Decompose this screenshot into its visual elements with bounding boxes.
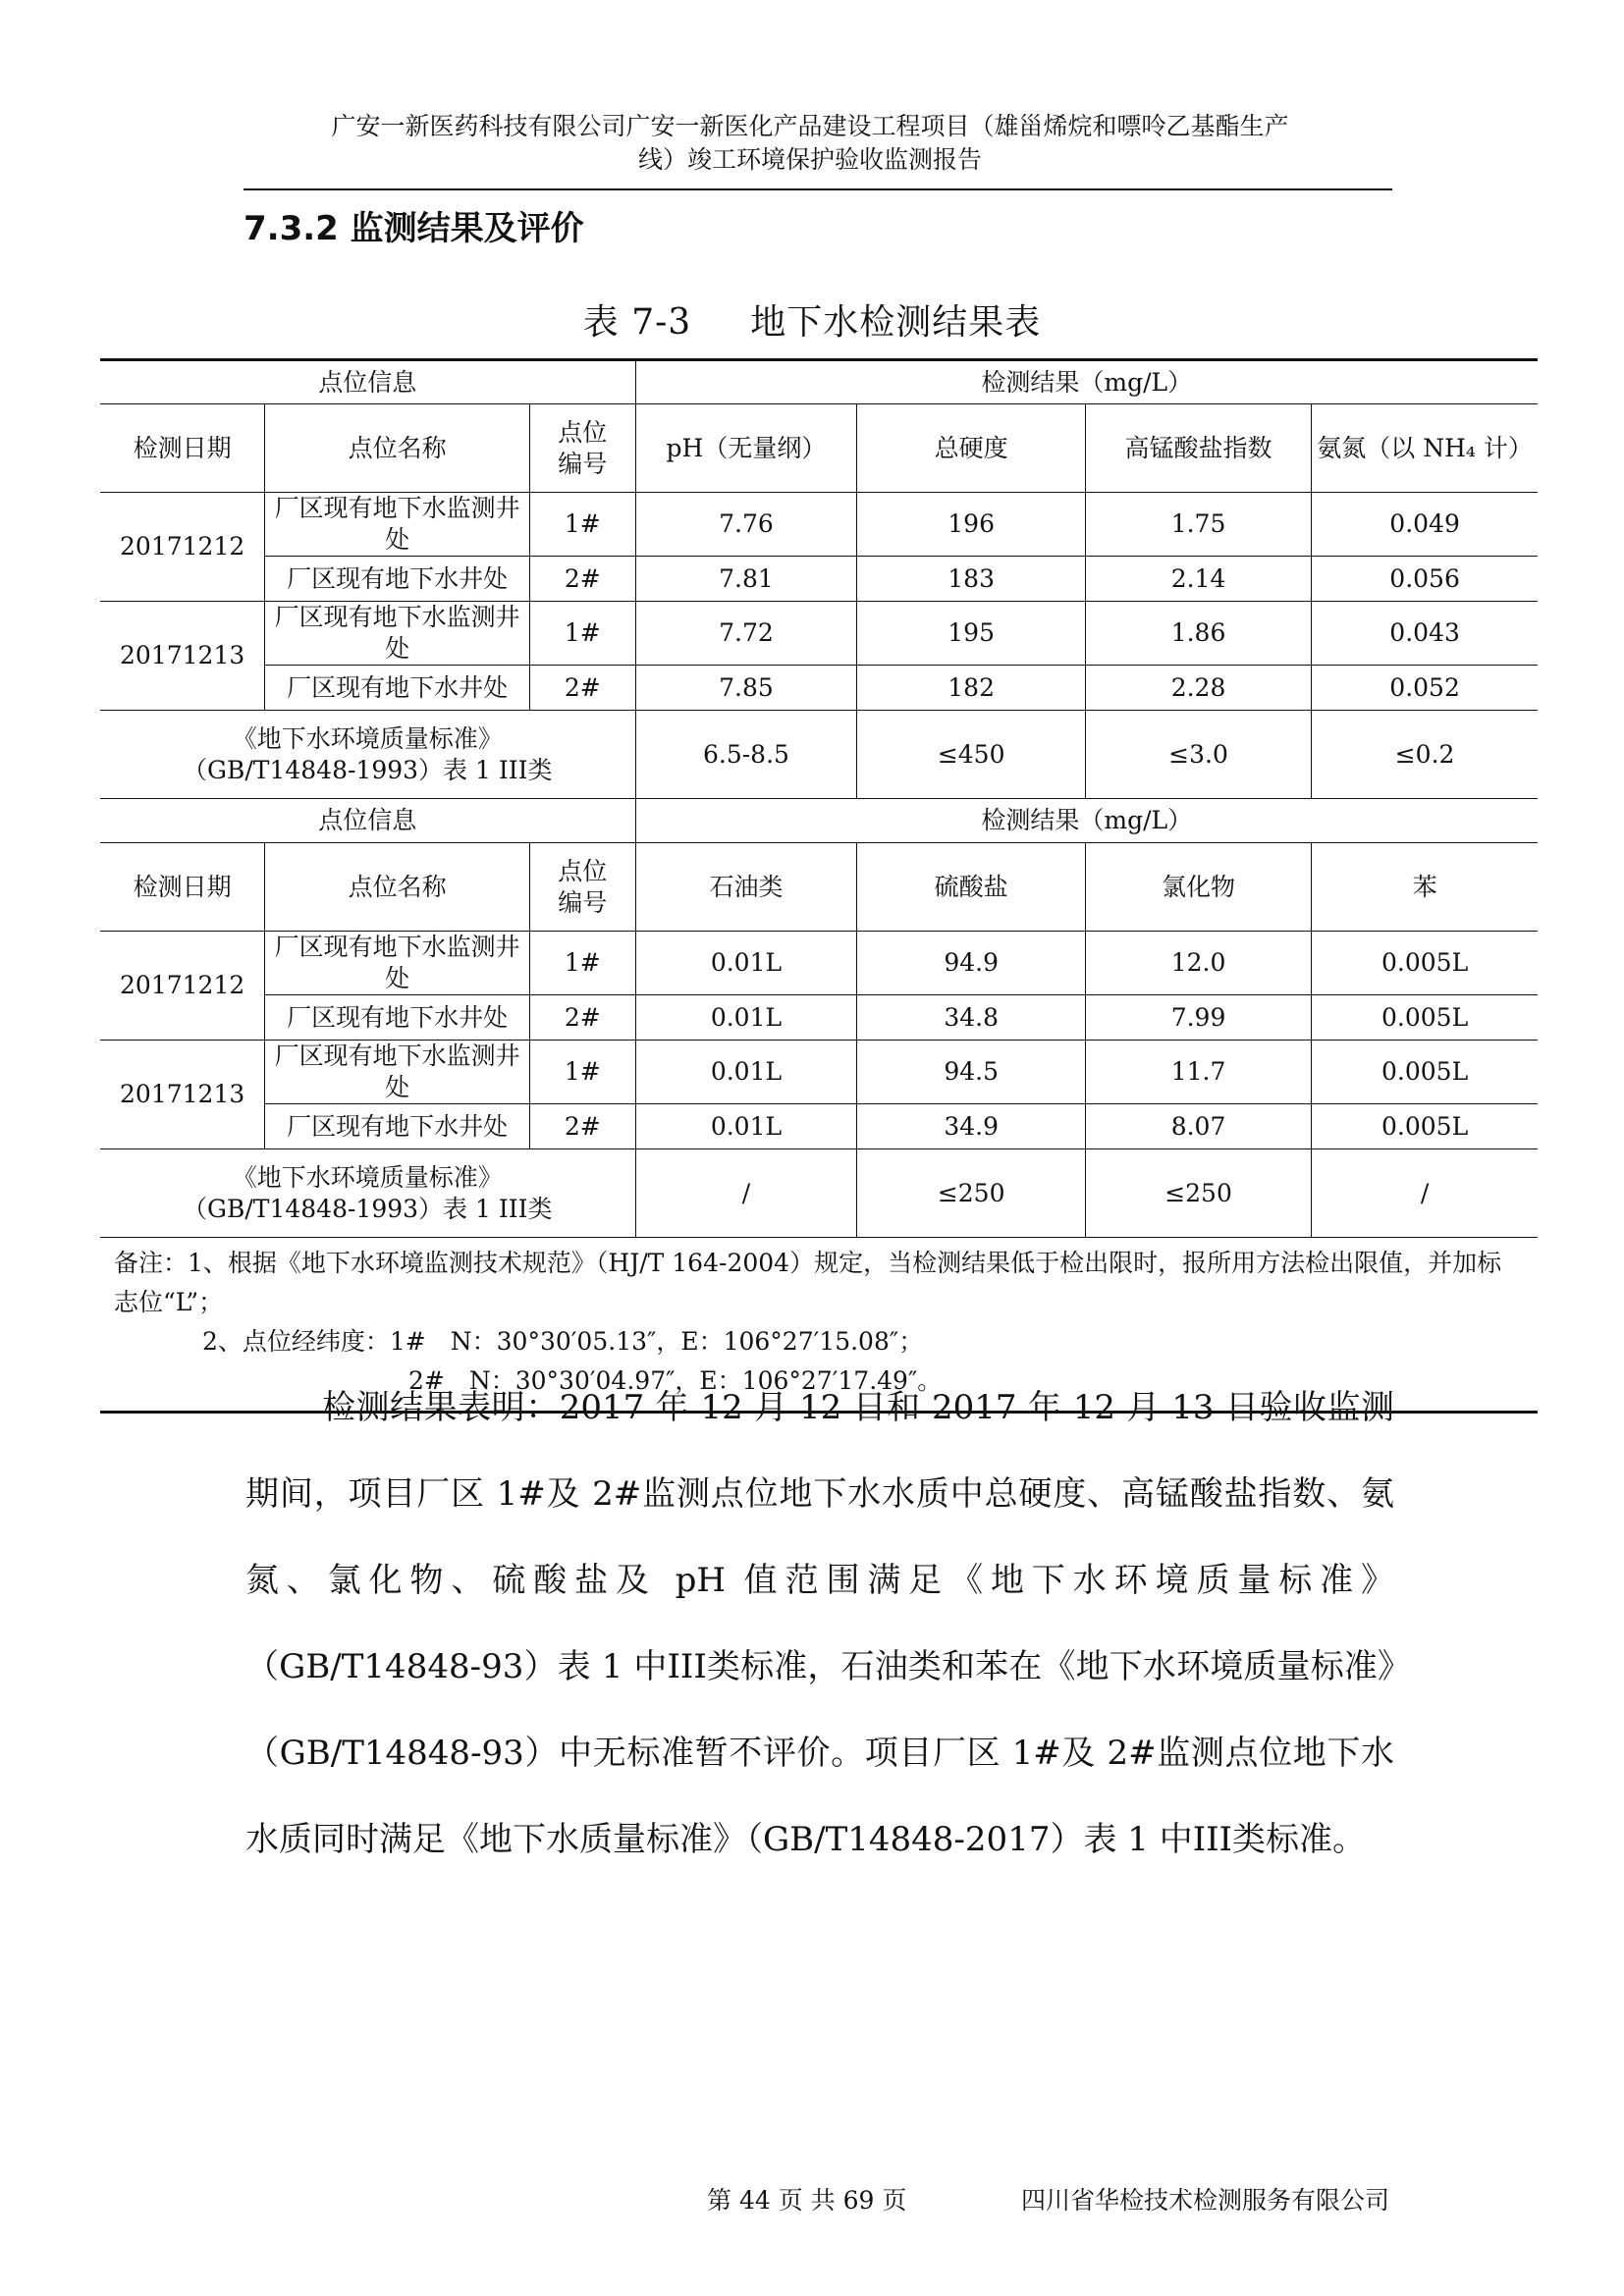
table-cell: ≤450 <box>857 711 1085 799</box>
block1-standard-label: 《地下水环境质量标准》（GB/T14848-1993）表 1 III类 <box>100 711 635 799</box>
block2-row-no: 1# <box>530 932 635 995</box>
block1-row-date: 20171213 <box>100 602 265 711</box>
table-cell: / <box>1312 1149 1538 1238</box>
table-caption-number: 表 7-3 <box>582 302 692 343</box>
block1-param-hardness: 总硬度 <box>857 404 1085 493</box>
block2-row-date: 20171213 <box>100 1041 265 1149</box>
block1-group-right: 检测结果（mg/L） <box>635 360 1538 404</box>
table-cell: 195 <box>857 602 1085 666</box>
table-cell: 0.01L <box>635 1104 857 1149</box>
header-line-2: 线）竣工环境保护验收监测报告 <box>637 145 982 174</box>
table-cell: 7.72 <box>635 602 857 666</box>
block2-row-no: 2# <box>530 1104 635 1149</box>
block1-row-name: 厂区现有地下水监测井处 <box>265 493 530 557</box>
table-row <box>100 666 1538 711</box>
table-row <box>100 557 1538 602</box>
block1-standard-row <box>100 711 1538 799</box>
table-row <box>100 602 1538 666</box>
table-cell: ≤250 <box>1085 1149 1311 1238</box>
table-row <box>100 493 1538 557</box>
block1-row-name: 厂区现有地下水井处 <box>265 557 530 602</box>
block1-col-date: 检测日期 <box>100 404 265 493</box>
table-cell: 0.005L <box>1312 1104 1538 1149</box>
conclusion-paragraph: 检测结果表明：2017 年 12 月 12 日和 2017 年 12 月 13 日验收监测期间，项目厂区 1#及 2#监测点位地下水水质中总硬度、高锰酸盐指数、氨氮、氯化物、硫酸盐及 pH 值范围满足《地下水环境质量标准》（GB/T14848-93）表 1 中III类标准，石油类和苯在《地下水环境质量标准》（GB/T14848-93）中无标准暂不评价。项目厂区 1#及 2#监测点位地下水水质同时满足《地下水质量标准》（GB/T14848-2017）表 1 中III类标准。 <box>245 1388 1394 1859</box>
table-row <box>100 932 1538 995</box>
document-header <box>226 110 1394 177</box>
block1-col-no <box>530 404 635 493</box>
table-caption-title: 地下水检测结果表 <box>750 302 1042 343</box>
table-cell: 0.049 <box>1312 493 1538 557</box>
table-cell: 0.01L <box>635 1041 857 1104</box>
table-cell: 0.005L <box>1312 932 1538 995</box>
block2-row-name: 厂区现有地下水井处 <box>265 1104 530 1149</box>
note-line-3: 2# N：30°30′04.97″，E：106°27′17.49″。 <box>408 1366 943 1395</box>
block1-row-date: 20171212 <box>100 493 265 602</box>
section-title: 7.3.2 监测结果及评价 <box>244 209 584 248</box>
block1-row-no: 1# <box>530 493 635 557</box>
block2-row-date: 20171212 <box>100 932 265 1041</box>
block2-param-sulfate: 硫酸盐 <box>857 843 1085 932</box>
table-cell: 0.056 <box>1312 557 1538 602</box>
table-cell: ≤3.0 <box>1085 711 1311 799</box>
table-cell: 0.005L <box>1312 1041 1538 1104</box>
table-cell: 12.0 <box>1085 932 1311 995</box>
block2-group-right: 检测结果（mg/L） <box>635 799 1538 843</box>
table-cell: 7.99 <box>1085 995 1311 1041</box>
table-cell: 11.7 <box>1085 1041 1311 1104</box>
table-row <box>100 1104 1538 1149</box>
block1-param-permanganate: 高锰酸盐指数 <box>1085 404 1311 493</box>
block2-standard-label: 《地下水环境质量标准》（GB/T14848-1993）表 1 III类 <box>100 1149 635 1238</box>
block2-row-name: 厂区现有地下水井处 <box>265 995 530 1041</box>
block2-col-date: 检测日期 <box>100 843 265 932</box>
block1-column-header-row <box>100 404 1538 493</box>
table-cell: 6.5-8.5 <box>635 711 857 799</box>
table-cell: ≤250 <box>857 1149 1085 1238</box>
block2-param-petroleum: 石油类 <box>635 843 857 932</box>
block2-param-benzene: 苯 <box>1312 843 1538 932</box>
block2-col-no-text: 点位编号 <box>558 856 608 917</box>
block1-group-header-row <box>100 360 1538 404</box>
block2-standard-row <box>100 1149 1538 1238</box>
block2-column-header-row <box>100 843 1538 932</box>
table-cell: 196 <box>857 493 1085 557</box>
table-cell: 0.01L <box>635 932 857 995</box>
table-caption <box>0 294 1624 345</box>
table-row <box>100 995 1538 1041</box>
table-cell: 8.07 <box>1085 1104 1311 1149</box>
table-cell: ≤0.2 <box>1312 711 1538 799</box>
block1-param-ammonia: 氨氮（以 NH₄ 计） <box>1312 404 1538 493</box>
block2-row-name: 厂区现有地下水监测井处 <box>265 932 530 995</box>
table-cell: 2.14 <box>1085 557 1311 602</box>
table-cell: 34.8 <box>857 995 1085 1041</box>
table-cell: 94.5 <box>857 1041 1085 1104</box>
block1-row-no: 2# <box>530 666 635 711</box>
note-line-1: 备注：1、根据《地下水环境监测技术规范》（HJ/T 164-2004）规定，当检测结果低于检出限时，报所用方法检出限值，并加标志位“L”； <box>114 1249 1502 1316</box>
table-cell: 7.81 <box>635 557 857 602</box>
header-line-1: 广安一新医药科技有限公司广安一新医化产品建设工程项目（雄甾烯烷和嘌呤乙基酯生产 <box>331 112 1289 140</box>
block2-param-chloride: 氯化物 <box>1085 843 1311 932</box>
table-cell: 0.005L <box>1312 995 1538 1041</box>
table-cell: 183 <box>857 557 1085 602</box>
table-cell: 0.01L <box>635 995 857 1041</box>
block2-group-header-row <box>100 799 1538 843</box>
block1-group-left: 点位信息 <box>100 360 635 404</box>
block1-col-name: 点位名称 <box>265 404 530 493</box>
block2-row-no: 1# <box>530 1041 635 1104</box>
table-cell: 182 <box>857 666 1085 711</box>
table-cell: 34.9 <box>857 1104 1085 1149</box>
block2-row-name: 厂区现有地下水监测井处 <box>265 1041 530 1104</box>
block1-param-ph: pH（无量纲） <box>635 404 857 493</box>
table-cell: 1.86 <box>1085 602 1311 666</box>
table-cell: 7.76 <box>635 493 857 557</box>
block2-group-left: 点位信息 <box>100 799 635 843</box>
block1-row-name: 厂区现有地下水监测井处 <box>265 602 530 666</box>
table-cell: 2.28 <box>1085 666 1311 711</box>
header-rule <box>244 188 1392 190</box>
table-cell: 0.043 <box>1312 602 1538 666</box>
table-cell: 0.052 <box>1312 666 1538 711</box>
block1-row-no: 1# <box>530 602 635 666</box>
page-number: 第 44 页 共 69 页 <box>707 2186 907 2215</box>
block2-col-no <box>530 843 635 932</box>
note-line-2: 2、点位经纬度：1# N：30°30′05.13″，E：106°27′15.08″； <box>202 1327 924 1356</box>
block2-row-no: 2# <box>530 995 635 1041</box>
table-cell: 94.9 <box>857 932 1085 995</box>
block1-row-no: 2# <box>530 557 635 602</box>
block1-row-name: 厂区现有地下水井处 <box>265 666 530 711</box>
footer-company: 四川省华检技术检测服务有限公司 <box>1021 2186 1390 2215</box>
table-cell: 1.75 <box>1085 493 1311 557</box>
block2-col-name: 点位名称 <box>265 843 530 932</box>
table-cell: 7.85 <box>635 666 857 711</box>
table-row <box>100 1041 1538 1104</box>
block1-col-no-text: 点位编号 <box>558 417 608 478</box>
groundwater-results-table <box>100 358 1538 1414</box>
table-cell: / <box>635 1149 857 1238</box>
